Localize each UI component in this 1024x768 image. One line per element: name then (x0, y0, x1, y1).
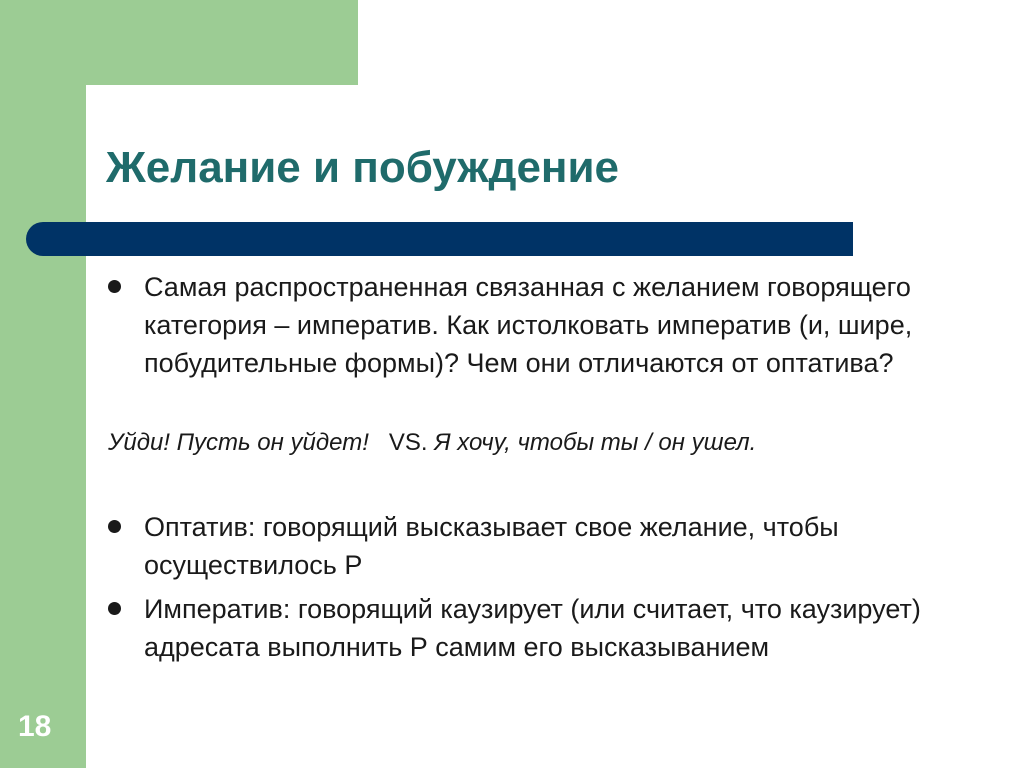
example-vs: VS. (388, 429, 428, 456)
bullet-text: Императив: говорящий каузирует (или считает, что каузирует) адресата выполнить Р самим его высказыванием (144, 594, 921, 662)
bullet-item (108, 508, 988, 584)
bullet-text: Оптатив: говорящий высказывает свое желание, чтобы осуществилось Р (144, 512, 839, 580)
bullet-item (108, 268, 988, 382)
example-optative: Я хочу, чтобы ты / он ушел. (434, 429, 757, 456)
bullet-dot-icon (108, 280, 121, 293)
bullet-dot-icon (108, 602, 121, 615)
slide-title: Желание и побуждение (106, 143, 620, 192)
bullet-dot-icon (108, 520, 121, 533)
example-imperative: Уйди! Пусть он уйдет! (108, 429, 369, 456)
bullet-text: Самая распространенная связанная с желанием говорящего категория – императив. Как истолковать императив (и, шире, побудительные формы)? Чем они отличаются от оптатива? (144, 272, 913, 378)
page-number: 18 (18, 710, 52, 743)
green-top-band (0, 0, 358, 85)
green-side-band (0, 0, 86, 768)
bullet-item (108, 590, 988, 666)
title-underline-bar (26, 222, 853, 256)
example-line (108, 426, 756, 460)
